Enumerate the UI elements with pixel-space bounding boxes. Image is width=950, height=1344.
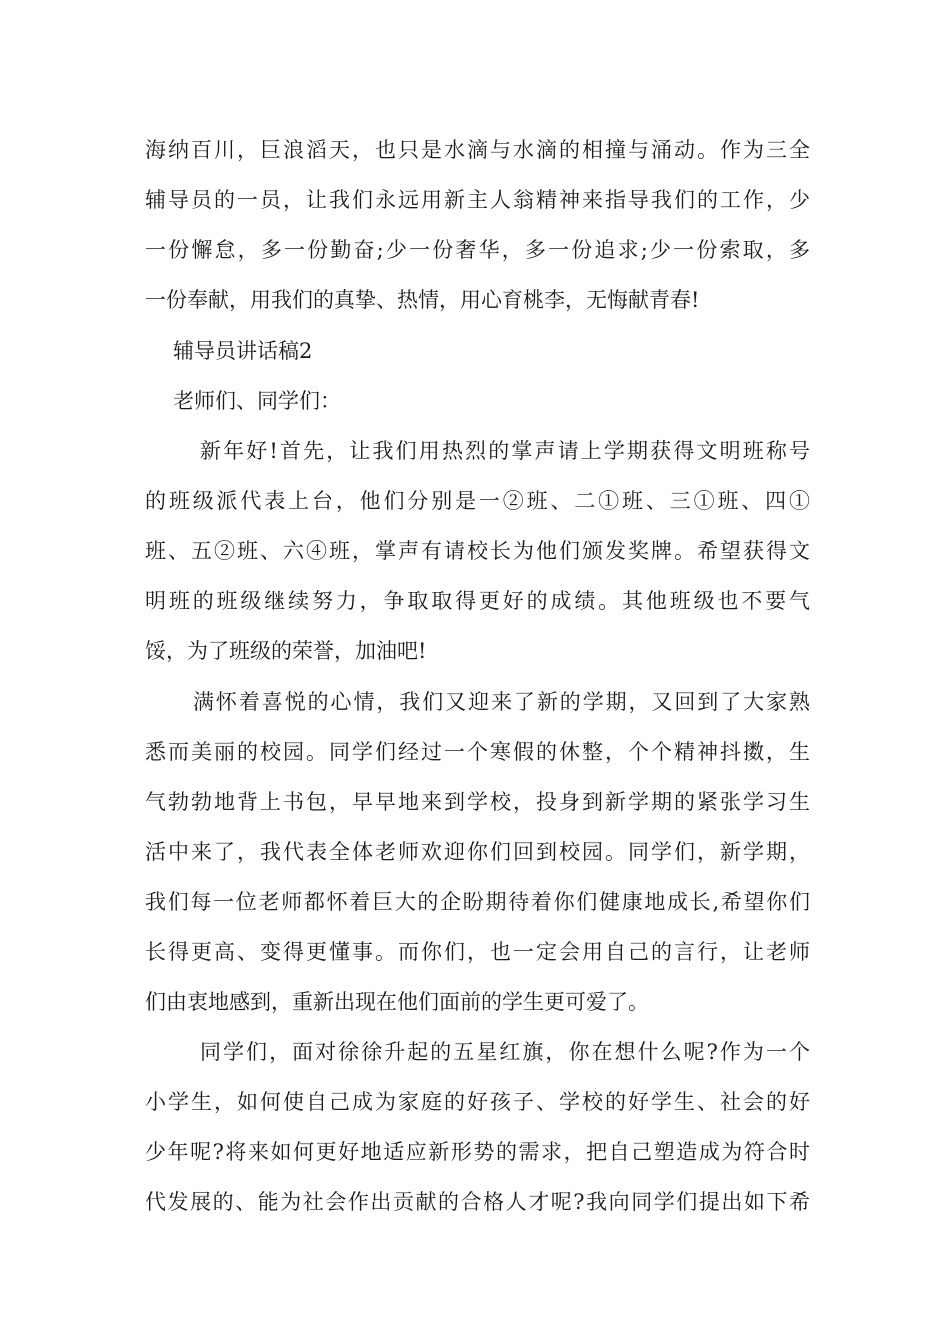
paragraph-2-line-1: 新年好!首先，让我们用热烈的掌声请上学期获得文明班称号 bbox=[200, 439, 810, 463]
paragraph-2-line-2: 的班级派代表上台，他们分别是一②班、二①班、三①班、四① bbox=[145, 489, 810, 513]
paragraph-1-line-4: 一份奉献，用我们的真挚、热情，用心育桃李，无悔献青春! bbox=[145, 288, 700, 312]
paragraph-4-line-3: 少年呢?将来如何更好地适应新形势的需求，把自己塑造成为符合时 bbox=[145, 1140, 810, 1164]
paragraph-3-line-3: 气勃勃地背上书包，早早地来到学校，投身到新学期的紧张学习生 bbox=[145, 790, 810, 814]
paragraph-3-line-1: 满怀着喜悦的心情，我们又迎来了新的学期，又回到了大家熟 bbox=[193, 690, 810, 714]
paragraph-3-line-5: 我们每一位老师都怀着巨大的企盼期待着你们健康地成长,希望你们 bbox=[145, 890, 810, 914]
paragraph-3-line-2: 悉而美丽的校园。同学们经过一个寒假的休整，个个精神抖擞，生 bbox=[145, 740, 810, 764]
section-title: 辅导员讲话稿2 bbox=[173, 339, 313, 363]
paragraph-1-line-3: 一份懈怠，多一份勤奋;少一份奢华，多一份追求;少一份索取，多 bbox=[145, 238, 810, 262]
paragraph-3-line-6: 长得更高、变得更懂事。而你们，也一定会用自己的言行，让老师 bbox=[145, 940, 810, 964]
paragraph-2-line-4: 明班的班级继续努力，争取取得更好的成绩。其他班级也不要气 bbox=[145, 589, 810, 613]
paragraph-2-line-5: 馁，为了班级的荣誉，加油吧! bbox=[145, 639, 427, 663]
paragraph-4-line-1: 同学们，面对徐徐升起的五星红旗，你在想什么呢?作为一个 bbox=[200, 1040, 810, 1064]
paragraph-4-line-4: 代发展的、能为社会作出贡献的合格人才呢?我向同学们提出如下希 bbox=[145, 1190, 810, 1214]
paragraph-3-line-7: 们由衷地感到，重新出现在他们面前的学生更可爱了。 bbox=[145, 990, 649, 1014]
paragraph-3-line-4: 活中来了，我代表全体老师欢迎你们回到校园。同学们，新学期， bbox=[145, 840, 810, 864]
salutation: 老师们、同学们： bbox=[173, 389, 341, 413]
paragraph-1-line-2: 辅导员的一员，让我们永远用新主人翁精神来指导我们的工作，少 bbox=[145, 188, 810, 212]
paragraph-1-line-1: 海纳百川，巨浪滔天，也只是水滴与水滴的相撞与涌动。作为三全 bbox=[145, 138, 810, 162]
paragraph-2-line-3: 班、五②班、六④班，掌声有请校长为他们颁发奖牌。希望获得文 bbox=[145, 539, 810, 563]
paragraph-4-line-2: 小学生，如何使自己成为家庭的好孩子、学校的好学生、社会的好 bbox=[145, 1090, 810, 1114]
